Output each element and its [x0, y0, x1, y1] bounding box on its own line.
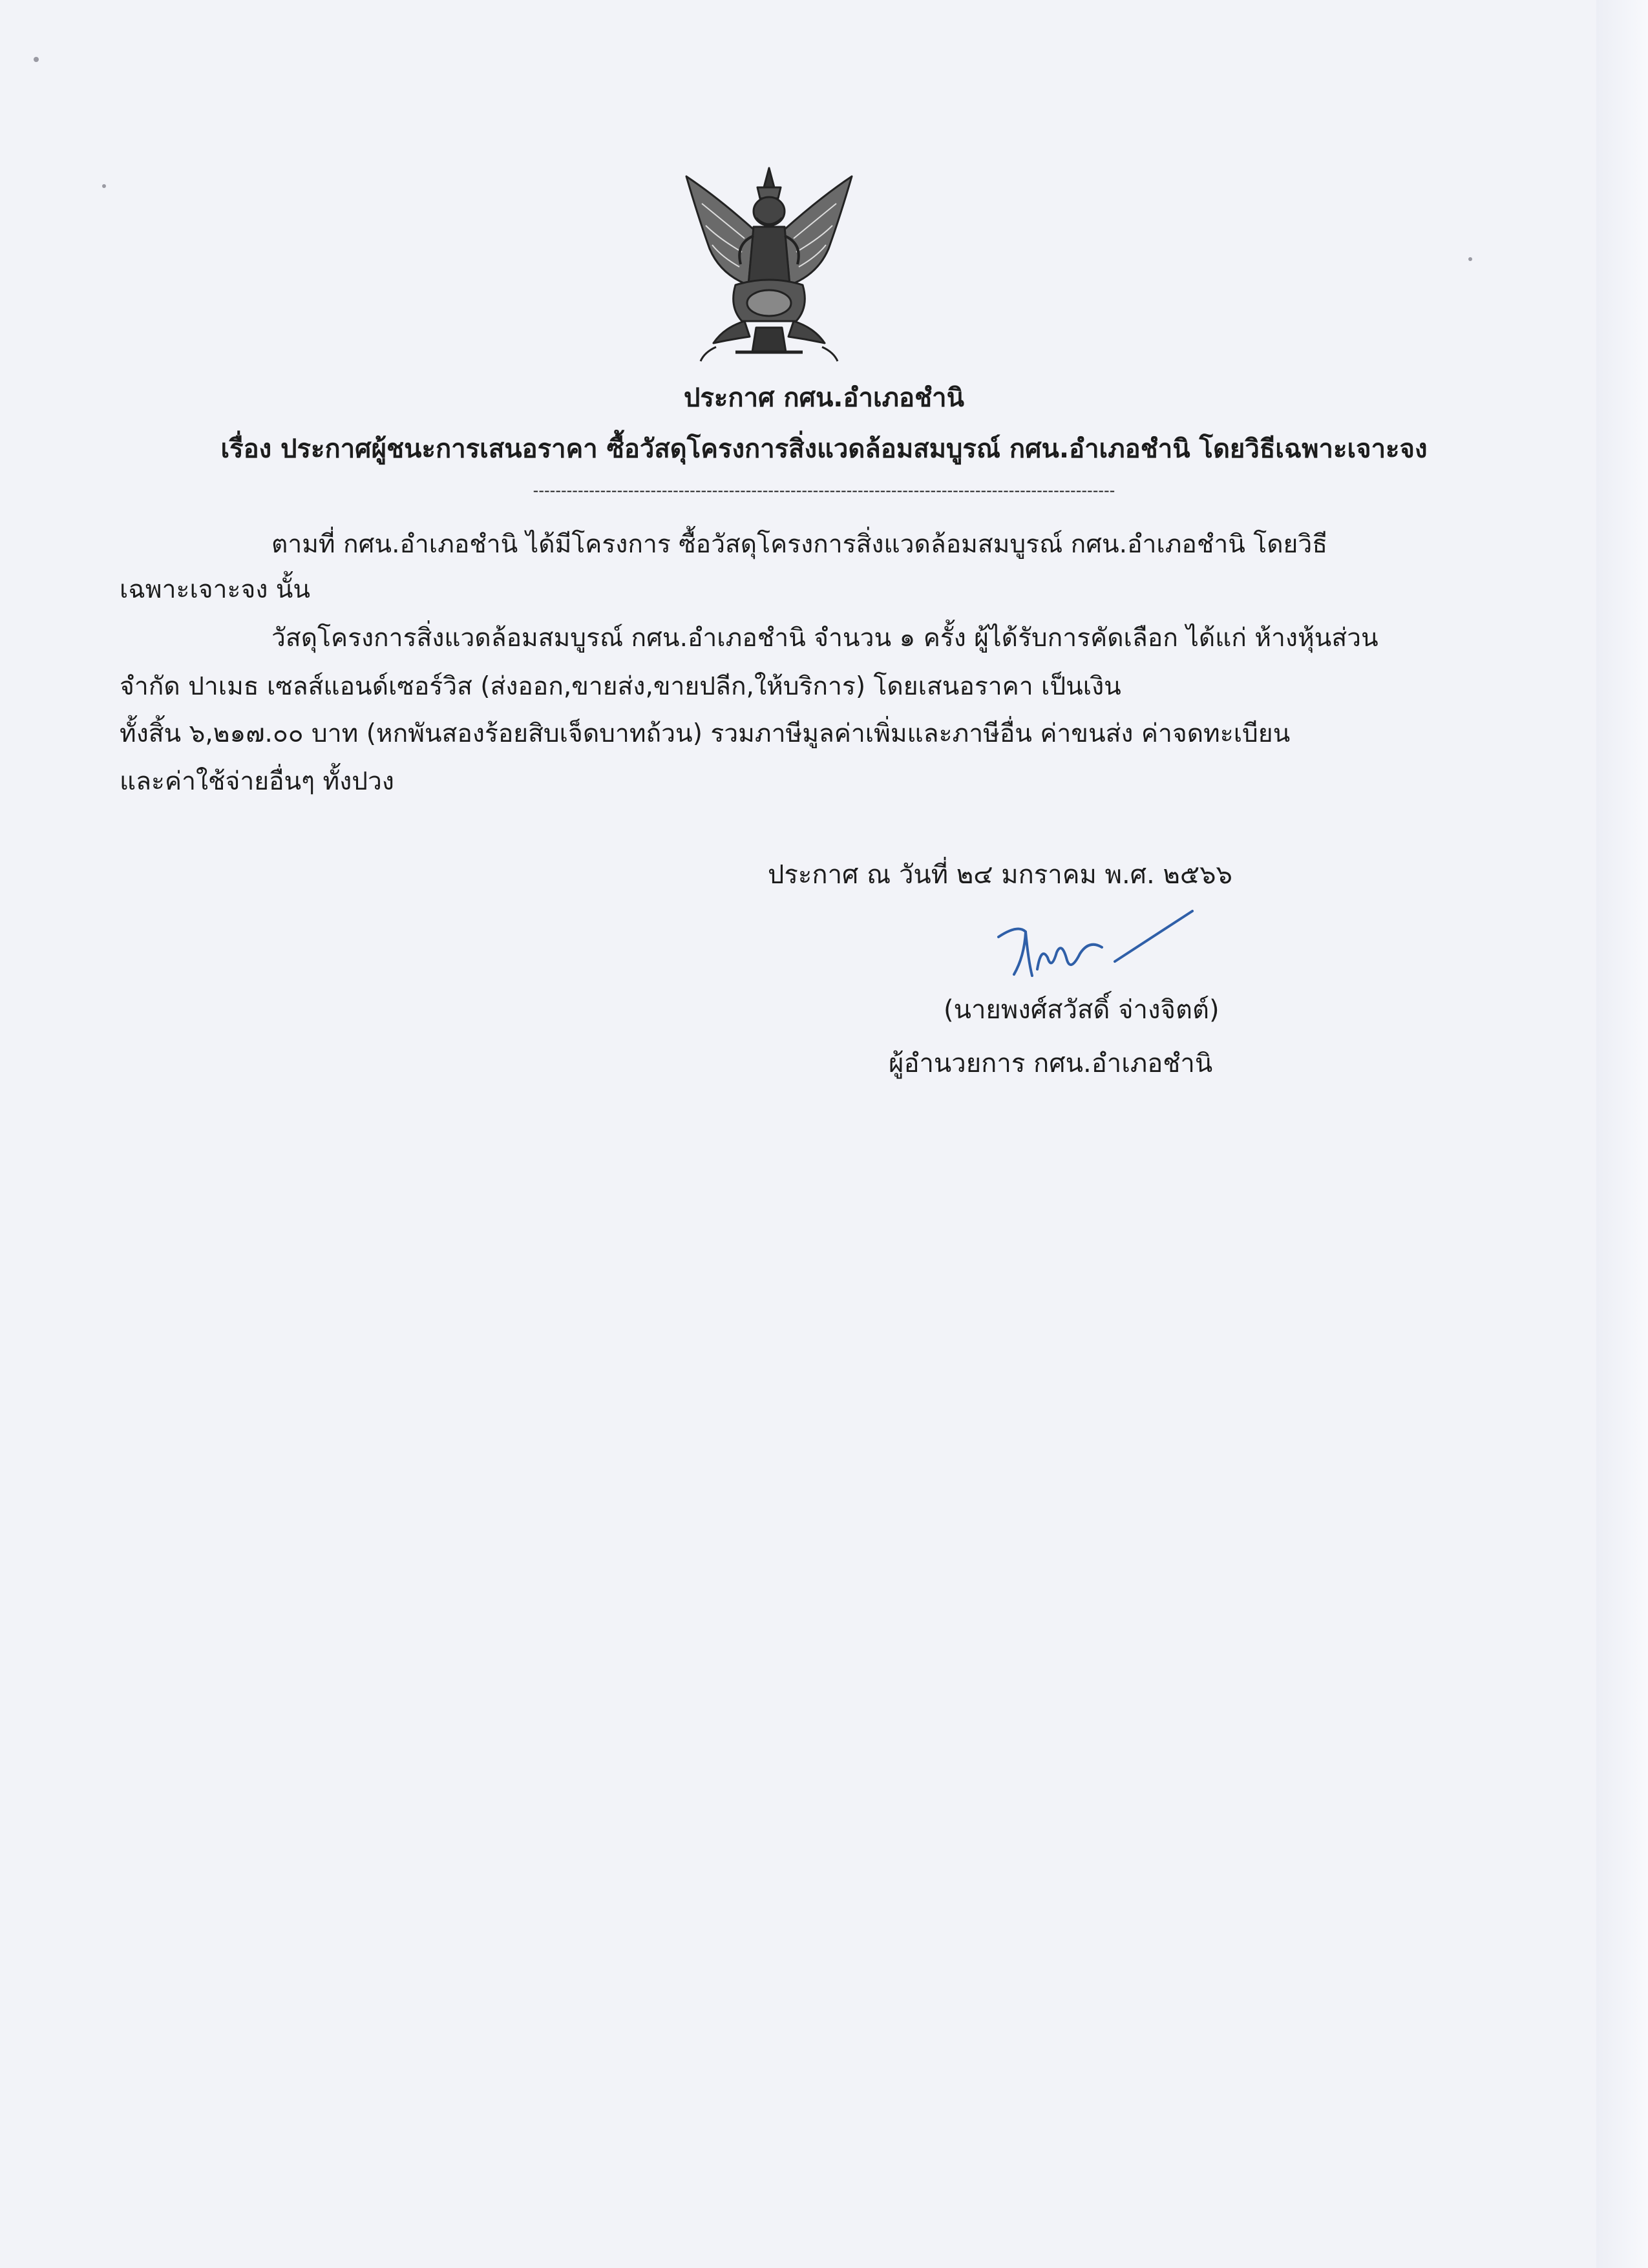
paragraph-2-line-1: วัสดุโครงการสิ่งแวดล้อมสมบูรณ์ กศน.อำเภอชำนิ จำนวน ๑ ครั้ง ผู้ได้รับการคัดเลือก ได้แก่ ห้างหุ้นส่วน: [271, 624, 1379, 653]
paragraph-1-line-1: ตามที่ กศน.อำเภอชำนิ ได้มีโครงการ ซื้อวัสดุโครงการสิ่งแวดล้อมสมบูรณ์ กศน.อำเภอชำนิ โดยวิธี: [271, 530, 1328, 559]
announcement-subject: เรื่อง ประกาศผู้ชนะการเสนอราคา ซื้อวัสดุโครงการสิ่งแวดล้อมสมบูรณ์ กศน.อำเภอชำนิ โดยวิธีเฉพาะเจาะจง: [220, 434, 1428, 464]
paragraph-2-line-4: และค่าใช้จ่ายอื่นๆ ทั้งปวง: [120, 767, 394, 796]
scan-speck: [102, 184, 106, 188]
paragraph-2-line-2: จำกัด ปาเมธ เซลส์แอนด์เซอร์วิส (ส่งออก,ขายส่ง,ขายปลีก,ให้บริการ) โดยเสนอราคา เป็นเงิน: [120, 672, 1121, 701]
scan-speck: [34, 57, 39, 62]
garuda-emblem-icon: [659, 158, 879, 372]
scan-speck: [1468, 257, 1472, 261]
paragraph-2-line-3: ทั้งสิ้น ๖,๒๑๗.๐๐ บาท (หกพันสองร้อยสิบเจ็ดบาทถ้วน) รวมภาษีมูลค่าเพิ่มและภาษีอื่น ค่าขนส่ง ค่าจดทะเบียน: [120, 719, 1291, 748]
announcement-date: ประกาศ ณ วันที่ ๒๔ มกราคม พ.ศ. ๒๕๖๖: [768, 860, 1232, 890]
handwritten-signature-icon: [986, 898, 1205, 995]
announcement-title: ประกาศ กศน.อำเภอชำนิ: [683, 383, 964, 413]
separator-line: --------------------------------------------------------------------------------------------------------: [533, 481, 1115, 499]
signatory-name: (นายพงศ์สวัสดิ์ จ่างจิตต์): [944, 995, 1220, 1025]
scan-edge: [1596, 0, 1648, 2268]
paragraph-1-line-2: เฉพาะเจาะจง นั้น: [120, 575, 311, 604]
signatory-position: ผู้อำนวยการ กศน.อำเภอชำนิ: [889, 1049, 1213, 1078]
